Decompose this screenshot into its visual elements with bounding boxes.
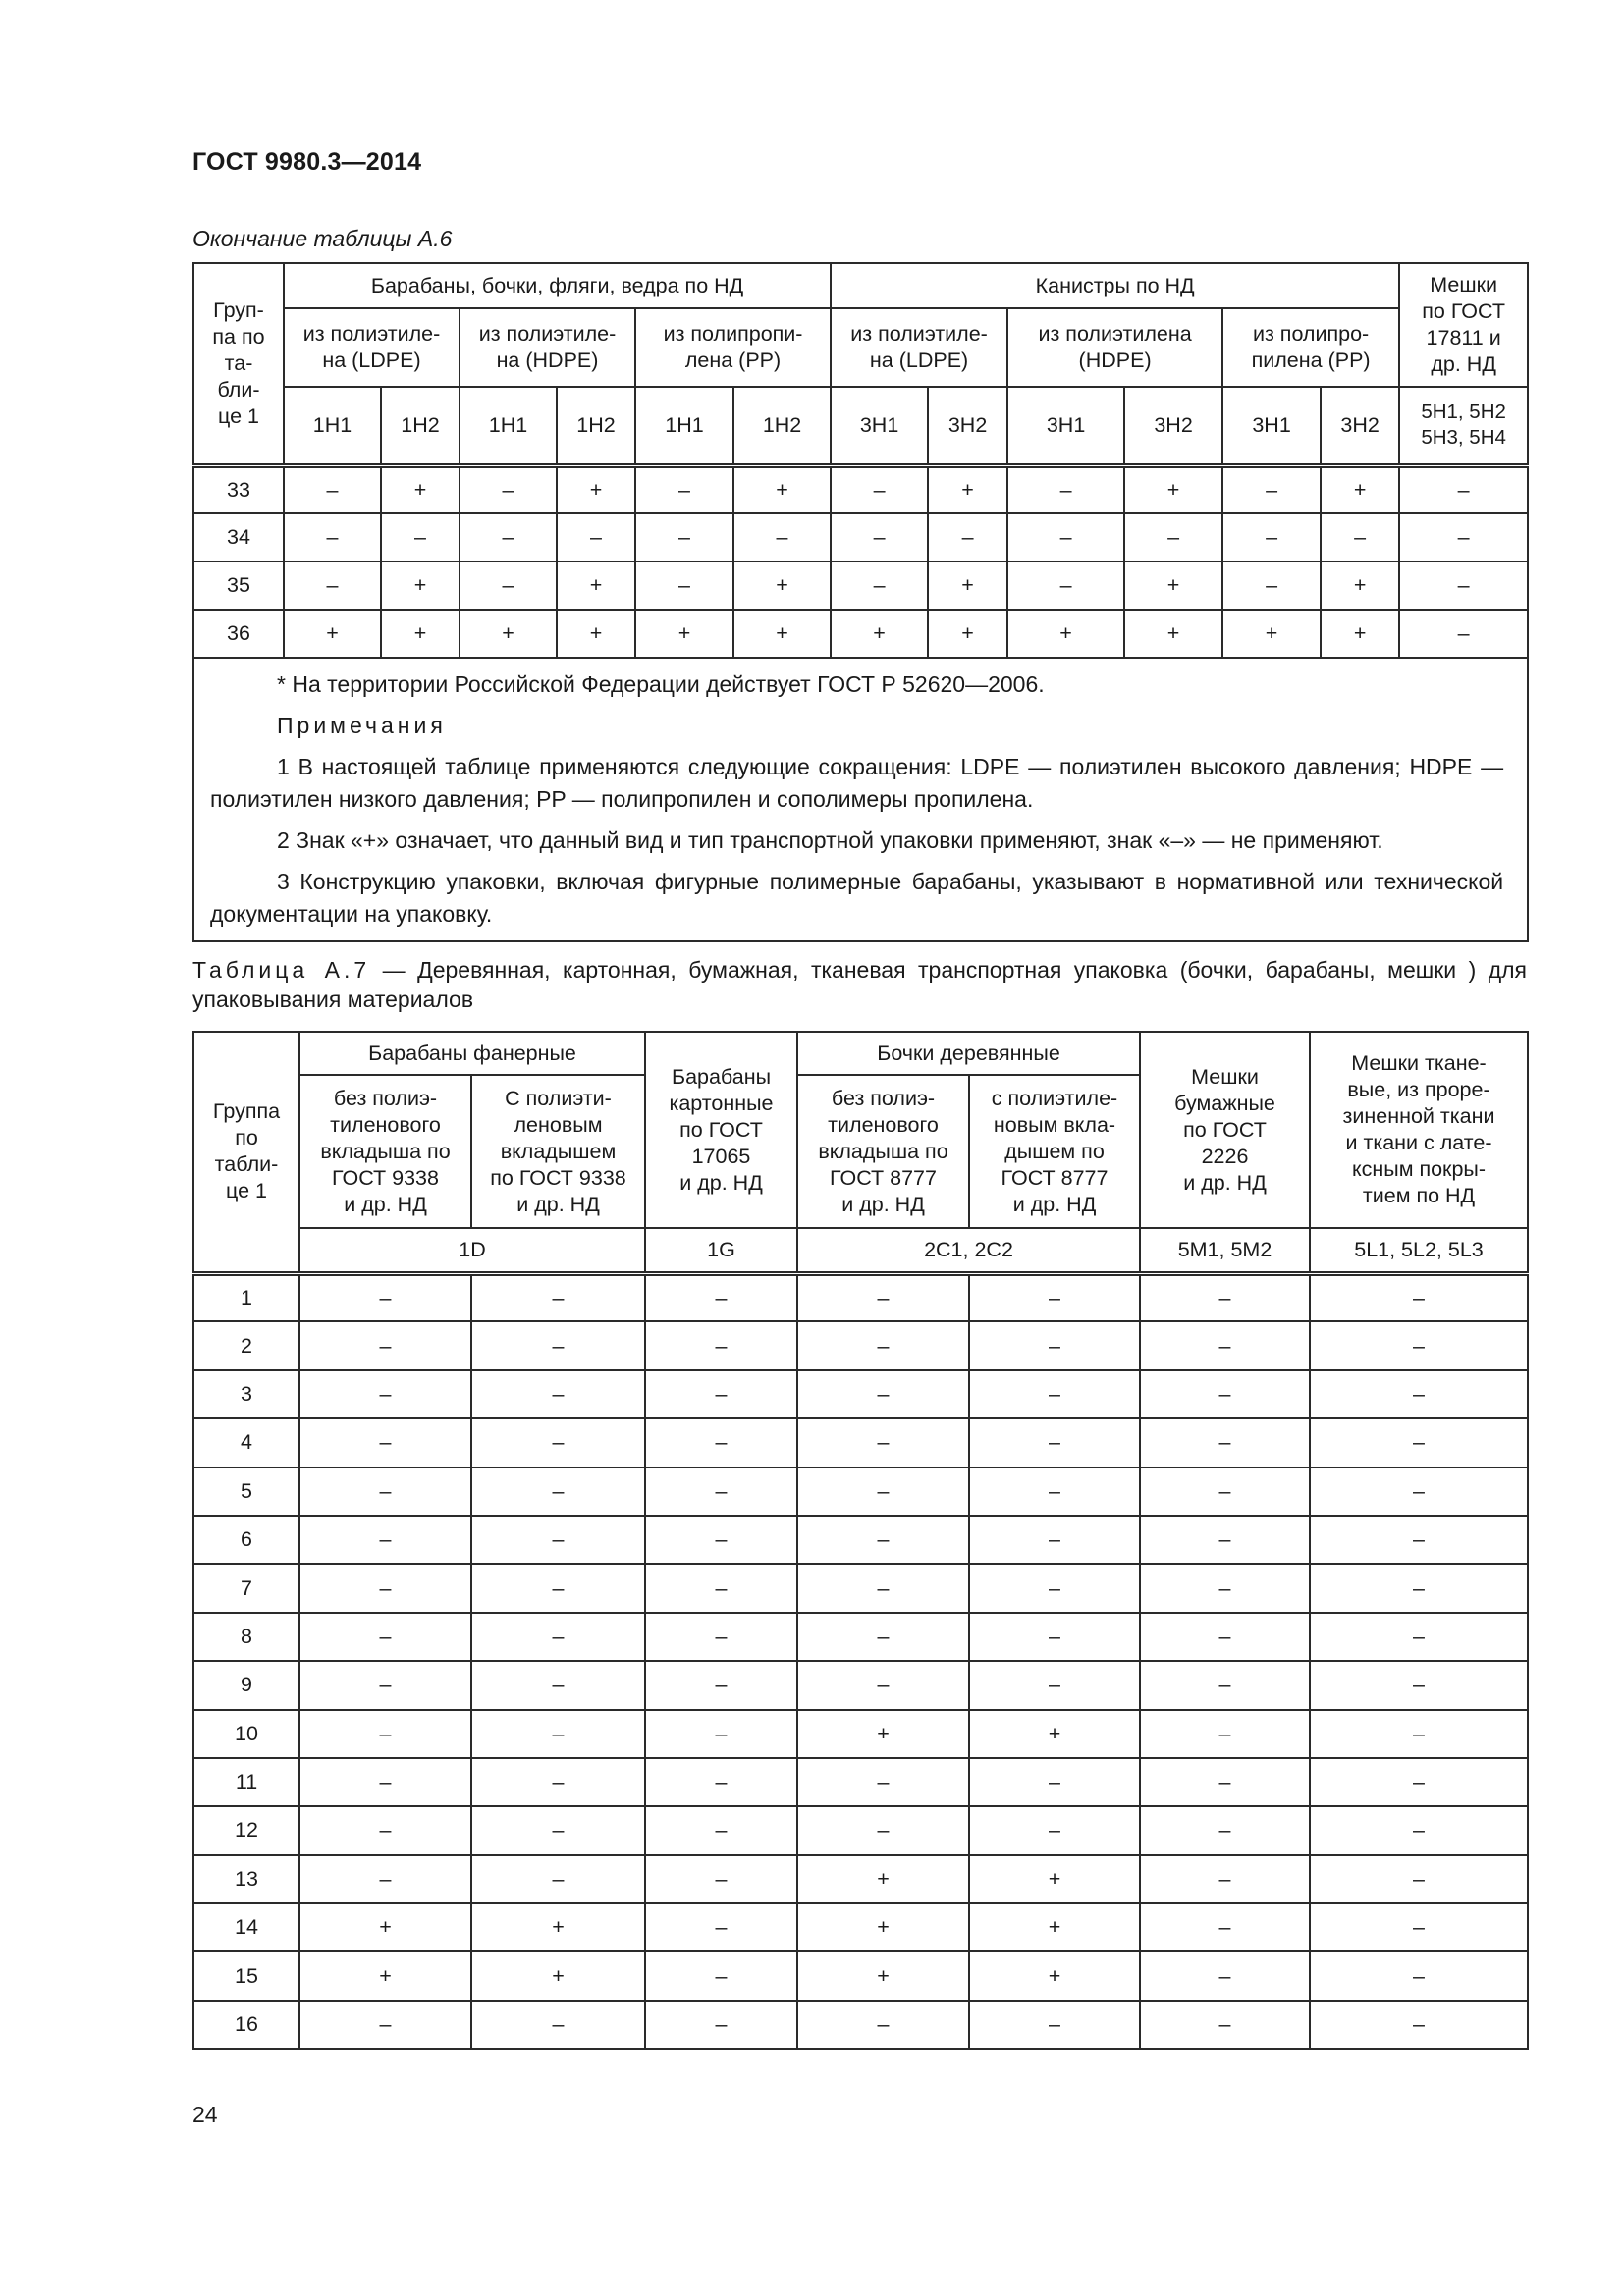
cell-value: + [969, 1903, 1140, 1951]
cell-value: + [471, 1951, 645, 2000]
cell-value: – [831, 561, 928, 610]
table-row [193, 1418, 1528, 1467]
table-row [193, 1370, 1528, 1418]
cell-value: – [969, 1758, 1140, 1806]
cell-value: – [1140, 1903, 1310, 1951]
cell-value: + [1007, 610, 1124, 658]
cell-value: – [645, 1903, 797, 1951]
table-row [193, 1758, 1528, 1806]
plywood-header: Барабаны фанерные [299, 1032, 645, 1075]
cell-value: + [969, 1951, 1140, 2000]
cell-value: – [1310, 1710, 1528, 1758]
cell-value: – [1140, 1564, 1310, 1612]
table-a7-caption [192, 955, 1527, 1014]
group-number: 4 [193, 1418, 299, 1467]
cell-value: – [471, 1468, 645, 1516]
cell-value: – [797, 1418, 969, 1467]
cell-value: + [381, 610, 460, 658]
cell-value: + [797, 1855, 969, 1903]
type-code: 1H2 [381, 387, 460, 465]
cell-value: – [645, 1273, 797, 1321]
cell-value: + [928, 610, 1007, 658]
cell-value: – [969, 1613, 1140, 1661]
cell-value: – [471, 1516, 645, 1564]
cell-value: – [1399, 561, 1528, 610]
cell-value: – [299, 1613, 471, 1661]
cell-value: – [645, 1516, 797, 1564]
cell-value: + [1124, 561, 1222, 610]
group-number: 6 [193, 1516, 299, 1564]
cell-value: – [1007, 513, 1124, 561]
cell-value: – [635, 465, 733, 513]
wood-with-liner: с полиэтиле- новым вкла- дышем по ГОСТ 8777 и др. НД [969, 1075, 1140, 1228]
cell-value: + [969, 1855, 1140, 1903]
cell-value: – [299, 1564, 471, 1612]
notes-title: Примечания [277, 713, 447, 738]
cell-value: – [733, 513, 831, 561]
cell-value: – [797, 1613, 969, 1661]
cell-value: – [969, 1321, 1140, 1369]
table-a6 [192, 262, 1529, 942]
codes-row [193, 387, 1528, 465]
cell-value: – [969, 1661, 1140, 1709]
cell-value: – [471, 1758, 645, 1806]
table-row [193, 1468, 1528, 1516]
table-row [193, 1855, 1528, 1903]
cell-value: – [1310, 1855, 1528, 1903]
subheader-ldpe: из полиэтиле- на (LDPE) [284, 308, 460, 387]
cell-value: – [460, 513, 557, 561]
cell-value: – [299, 1418, 471, 1467]
table-a7 [192, 1031, 1529, 2050]
cell-value: – [797, 1273, 969, 1321]
cell-value: – [284, 561, 381, 610]
cell-value: – [299, 2001, 471, 2049]
fabric-bags-header: Мешки ткане- вые, из проре- зиненной ткани и ткани с лате- ксным покры- тием по НД [1310, 1032, 1528, 1228]
cell-value: – [471, 1564, 645, 1612]
wood-no-liner: без полиэ- тиленового вкладыша по ГОСТ 8777 и др. НД [797, 1075, 969, 1228]
bags-header: Мешки по ГОСТ 17811 и др. НД [1399, 263, 1528, 387]
type-code: 3H1 [1007, 387, 1124, 465]
cell-value: – [1321, 513, 1399, 561]
cell-value: – [299, 1710, 471, 1758]
cell-value: – [471, 1806, 645, 1854]
table-row [193, 1516, 1528, 1564]
cell-value: – [831, 513, 928, 561]
subheader-pp: из полипропи- лена (PP) [635, 308, 831, 387]
table-row [193, 513, 1528, 561]
cell-value: + [1124, 610, 1222, 658]
group-number: 16 [193, 2001, 299, 2049]
cell-value: – [1140, 1273, 1310, 1321]
table-row [193, 1321, 1528, 1369]
cell-value: – [471, 1273, 645, 1321]
cell-value: – [969, 1273, 1140, 1321]
type-code: 3H2 [1124, 387, 1222, 465]
cell-value: + [1321, 561, 1399, 610]
cell-value: – [645, 1564, 797, 1612]
cell-value: – [645, 1370, 797, 1418]
subheader-hdpe: из полиэтиле- на (HDPE) [460, 308, 635, 387]
cell-value: – [969, 1564, 1140, 1612]
barrels-header: Барабаны, бочки, фляги, ведра по НД [284, 263, 831, 308]
table-row [193, 1903, 1528, 1951]
cell-value: – [1124, 513, 1222, 561]
cell-value: – [299, 1661, 471, 1709]
note-1: 1 В настоящей таблице применяются следующие сокращения: LDPE — полиэтилен высокого давления; HDPE — полиэтилен низкого давления; PP — полипропилен и сополимеры пропилена. [210, 754, 1504, 812]
type-code: 1H2 [557, 387, 635, 465]
cell-value: – [797, 1370, 969, 1418]
cell-value: + [471, 1903, 645, 1951]
table-a6-caption: Окончание таблицы А.6 [192, 226, 453, 251]
cell-value: – [299, 1806, 471, 1854]
cell-value: – [381, 513, 460, 561]
group-number: 13 [193, 1855, 299, 1903]
cell-value: – [831, 465, 928, 513]
group-header: Группа по табли- це 1 [193, 1032, 299, 1273]
cell-value: – [299, 1468, 471, 1516]
table-row [193, 1613, 1528, 1661]
page-number: 24 [192, 2102, 218, 2127]
cell-value: – [1140, 1951, 1310, 2000]
cell-value: – [1007, 561, 1124, 610]
cell-value: – [1310, 1806, 1528, 1854]
cell-value: + [831, 610, 928, 658]
type-code: 3H1 [1222, 387, 1321, 465]
cell-value: – [1140, 2001, 1310, 2049]
cell-value: + [797, 1951, 969, 2000]
table-row [193, 1951, 1528, 2000]
cell-value: + [1124, 465, 1222, 513]
cell-value: – [1310, 1613, 1528, 1661]
group-number: 36 [193, 610, 284, 658]
cell-value: – [1140, 1710, 1310, 1758]
wood-header: Бочки деревянные [797, 1032, 1140, 1075]
cans-header: Канистры по НД [831, 263, 1399, 308]
cell-value: + [733, 465, 831, 513]
code-2c: 2C1, 2C2 [797, 1228, 1140, 1273]
cell-value: – [645, 2001, 797, 2049]
table-notes [193, 658, 1528, 941]
group-number: 3 [193, 1370, 299, 1418]
code-1g: 1G [645, 1228, 797, 1273]
cell-value: – [1310, 1903, 1528, 1951]
cell-value: – [471, 1370, 645, 1418]
cell-value: – [645, 1661, 797, 1709]
cell-value: – [1140, 1370, 1310, 1418]
note-2: 2 Знак «+» означает, что данный вид и тип транспортной упаковки применяют, знак «–» — не применяют. [277, 828, 1383, 853]
document-header: ГОСТ 9980.3—2014 [192, 148, 422, 176]
group-number: 34 [193, 513, 284, 561]
cell-value: – [1310, 1321, 1528, 1369]
cell-value: + [381, 561, 460, 610]
cell-value: – [645, 1613, 797, 1661]
cell-value: – [969, 1468, 1140, 1516]
cell-value: – [645, 1951, 797, 2000]
cell-value: + [635, 610, 733, 658]
cell-value: – [284, 513, 381, 561]
cell-value: – [969, 1370, 1140, 1418]
cell-value: – [471, 2001, 645, 2049]
cell-value: + [557, 561, 635, 610]
cell-value: + [969, 1710, 1140, 1758]
cell-value: + [1222, 610, 1321, 658]
cell-value: + [928, 561, 1007, 610]
cell-value: + [928, 465, 1007, 513]
cell-value: – [797, 1468, 969, 1516]
type-code: 3H2 [1321, 387, 1399, 465]
cell-value: – [471, 1855, 645, 1903]
cell-value: – [460, 561, 557, 610]
bags-code: 5H1, 5H2 5H3, 5H4 [1399, 387, 1528, 465]
cell-value: – [1222, 561, 1321, 610]
cell-value: – [645, 1468, 797, 1516]
group-header: Груп- па по та- бли- це 1 [193, 263, 284, 465]
cell-value: – [1310, 1418, 1528, 1467]
table-row [193, 561, 1528, 610]
cell-value: + [1321, 610, 1399, 658]
group-number: 2 [193, 1321, 299, 1369]
cell-value: – [284, 465, 381, 513]
cell-value: – [1399, 465, 1528, 513]
cell-value: – [645, 1758, 797, 1806]
cell-value: – [1140, 1418, 1310, 1467]
cell-value: – [299, 1516, 471, 1564]
cell-value: – [1310, 1273, 1528, 1321]
cell-value: – [1140, 1806, 1310, 1854]
cell-value: – [1140, 1661, 1310, 1709]
cell-value: – [645, 1855, 797, 1903]
cell-value: – [645, 1418, 797, 1467]
cell-value: – [1140, 1468, 1310, 1516]
cell-value: – [1310, 1516, 1528, 1564]
cell-value: – [1140, 1855, 1310, 1903]
group-number: 8 [193, 1613, 299, 1661]
table-row [193, 1273, 1528, 1321]
cell-value: + [299, 1951, 471, 2000]
cell-value: – [969, 1516, 1140, 1564]
cell-value: – [557, 513, 635, 561]
group-number: 33 [193, 465, 284, 513]
cell-value: – [299, 1758, 471, 1806]
cell-value: – [471, 1661, 645, 1709]
group-number: 9 [193, 1661, 299, 1709]
cell-value: – [969, 1418, 1140, 1467]
footnote: * На территории Российской Федерации действует ГОСТ Р 52620—2006. [277, 671, 1045, 697]
plywood-no-liner: без полиэ- тиленового вкладыша по ГОСТ 9338 и др. НД [299, 1075, 471, 1228]
code-1d: 1D [299, 1228, 645, 1273]
table-row [193, 465, 1528, 513]
cell-value: – [299, 1321, 471, 1369]
cell-value: – [645, 1806, 797, 1854]
cell-value: – [460, 465, 557, 513]
cell-value: – [1222, 513, 1321, 561]
type-code: 1H1 [284, 387, 381, 465]
cell-value: – [1310, 1951, 1528, 2000]
table-row [193, 1564, 1528, 1612]
cell-value: – [1310, 1758, 1528, 1806]
cell-value: – [797, 1321, 969, 1369]
cell-value: – [471, 1418, 645, 1467]
code-5m: 5M1, 5M2 [1140, 1228, 1310, 1273]
cell-value: + [284, 610, 381, 658]
carton-header: Барабаны картонные по ГОСТ 17065 и др. НД [645, 1032, 797, 1228]
cell-value: – [1399, 610, 1528, 658]
cell-value: – [299, 1855, 471, 1903]
cell-value: – [1399, 513, 1528, 561]
cell-value: + [381, 465, 460, 513]
cell-value: – [635, 513, 733, 561]
cell-value: – [1140, 1758, 1310, 1806]
cell-value: – [1140, 1321, 1310, 1369]
cell-value: – [645, 1321, 797, 1369]
cell-value: – [797, 1661, 969, 1709]
group-number: 11 [193, 1758, 299, 1806]
type-code: 3H1 [831, 387, 928, 465]
group-number: 10 [193, 1710, 299, 1758]
paper-bags-header: Мешки бумажные по ГОСТ 2226 и др. НД [1140, 1032, 1310, 1228]
group-number: 35 [193, 561, 284, 610]
subheader-ldpe-cans: из полиэтиле- на (LDPE) [831, 308, 1007, 387]
cell-value: – [797, 1516, 969, 1564]
cell-value: – [471, 1613, 645, 1661]
group-number: 12 [193, 1806, 299, 1854]
type-code: 1H1 [635, 387, 733, 465]
cell-value: – [1310, 1468, 1528, 1516]
type-code: 1H1 [460, 387, 557, 465]
cell-value: + [797, 1903, 969, 1951]
cell-value: – [645, 1710, 797, 1758]
cell-value: – [1310, 1370, 1528, 1418]
cell-value: – [1140, 1613, 1310, 1661]
cell-value: – [1222, 465, 1321, 513]
cell-value: + [797, 1710, 969, 1758]
group-number: 5 [193, 1468, 299, 1516]
cell-value: – [635, 561, 733, 610]
cell-value: – [1310, 1661, 1528, 1709]
cell-value: – [797, 1564, 969, 1612]
cell-value: – [928, 513, 1007, 561]
table-row [193, 610, 1528, 658]
cell-value: + [1321, 465, 1399, 513]
code-5l: 5L1, 5L2, 5L3 [1310, 1228, 1528, 1273]
cell-value: – [969, 2001, 1140, 2049]
subheader-pp-cans: из полипро- пилена (PP) [1222, 308, 1399, 387]
table-a7-title: — Деревянная, картонная, бумажная, тканевая транспортная упаковка (бочки, барабаны, мешки ) для упаковывания материалов [192, 957, 1528, 1012]
cell-value: – [1310, 2001, 1528, 2049]
table-row [193, 1661, 1528, 1709]
group-number: 1 [193, 1273, 299, 1321]
plywood-with-liner: С полиэти- леновым вкладышем по ГОСТ 9338 и др. НД [471, 1075, 645, 1228]
group-number: 14 [193, 1903, 299, 1951]
type-code: 3H2 [928, 387, 1007, 465]
cell-value: – [1007, 465, 1124, 513]
cell-value: – [1310, 1564, 1528, 1612]
cell-value: – [797, 1758, 969, 1806]
group-number: 15 [193, 1951, 299, 2000]
cell-value: + [733, 561, 831, 610]
cell-value: – [797, 1806, 969, 1854]
cell-value: + [557, 465, 635, 513]
cell-value: – [797, 2001, 969, 2049]
table-row [193, 1806, 1528, 1854]
cell-value: + [733, 610, 831, 658]
cell-value: – [969, 1806, 1140, 1854]
cell-value: – [1140, 1516, 1310, 1564]
cell-value: – [471, 1321, 645, 1369]
note-3: 3 Конструкцию упаковки, включая фигурные полимерные барабаны, указывают в нормативной или технической документации на упаковку. [210, 869, 1504, 927]
table-a7-label: Таблица А.7 [192, 957, 371, 983]
cell-value: + [460, 610, 557, 658]
type-code: 1H2 [733, 387, 831, 465]
cell-value: + [299, 1903, 471, 1951]
cell-value: + [557, 610, 635, 658]
table-row [193, 2001, 1528, 2049]
group-number: 7 [193, 1564, 299, 1612]
table-row [193, 1710, 1528, 1758]
cell-value: – [299, 1273, 471, 1321]
cell-value: – [471, 1710, 645, 1758]
subheader-hdpe-cans: из полиэтилена (HDPE) [1007, 308, 1222, 387]
cell-value: – [299, 1370, 471, 1418]
